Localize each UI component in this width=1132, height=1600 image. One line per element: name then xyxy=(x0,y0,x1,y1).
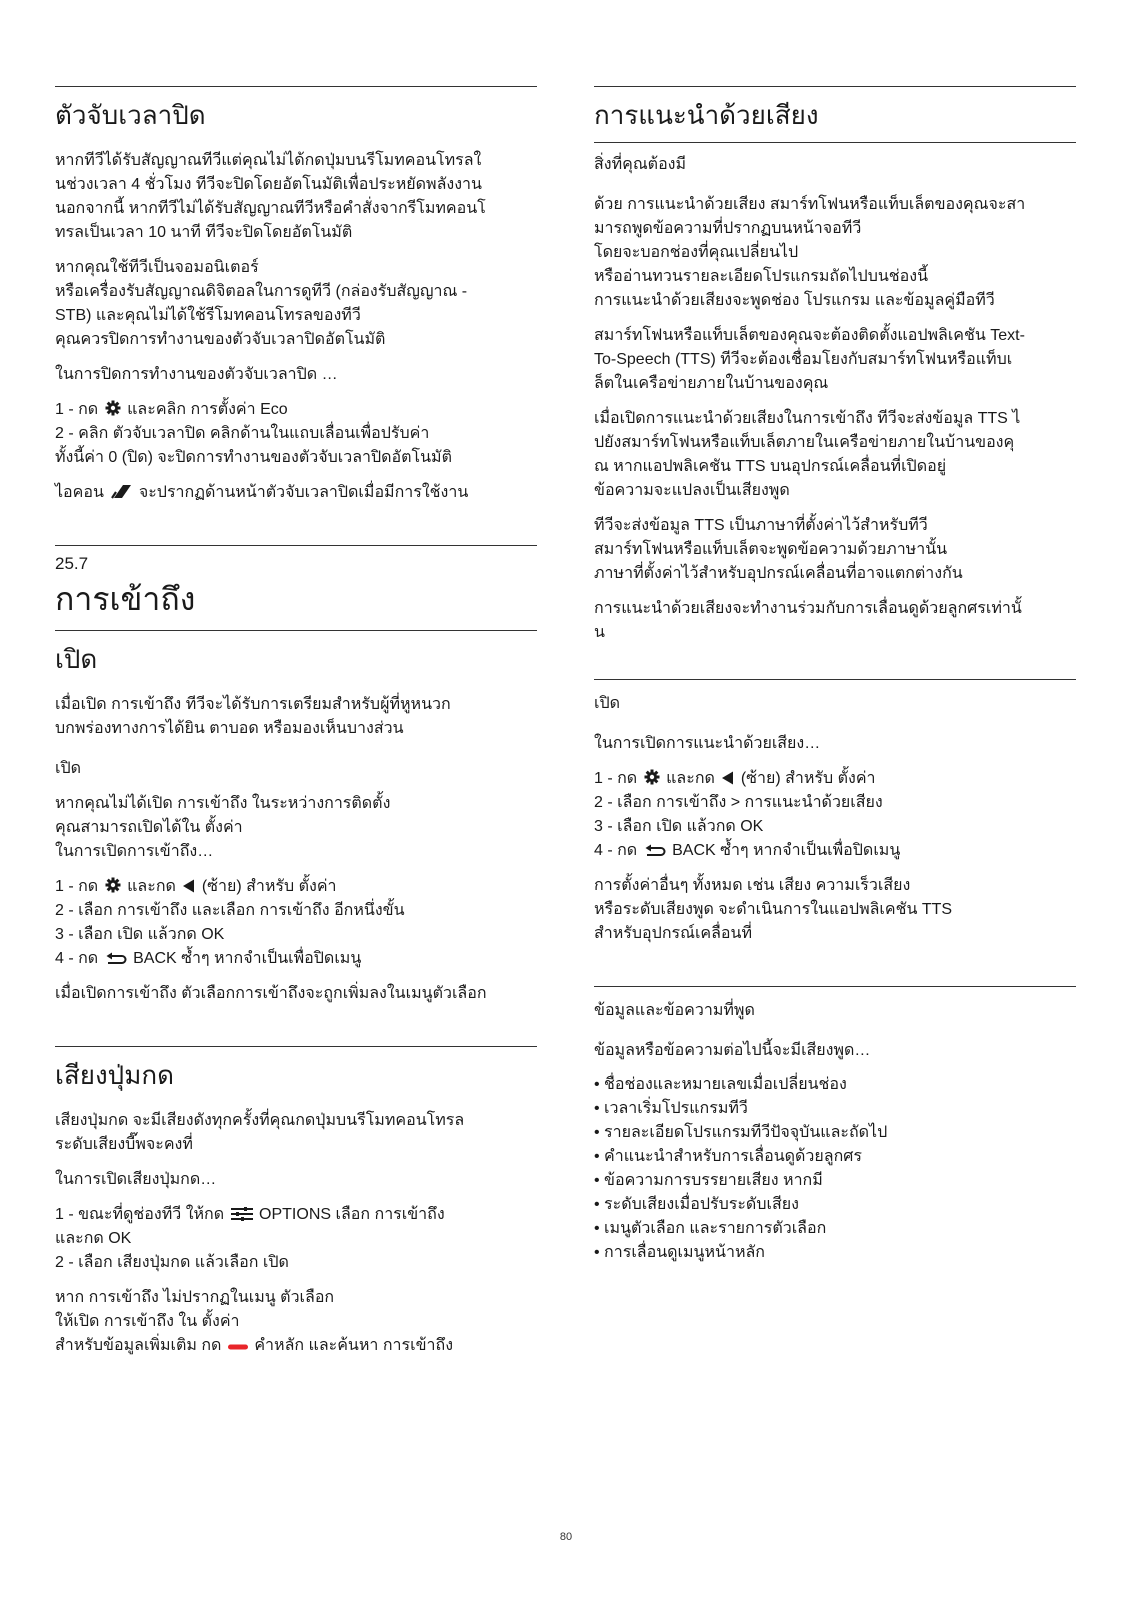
text-line: คุณควรปิดการทำงานของตัวจับเวลาปิดอัตโนมัติ xyxy=(55,331,386,348)
step-text: OPTIONS เลือก การเข้าถึง xyxy=(259,1206,445,1223)
text-line: การตั้งค่าอื่นๆ ทั้งหมด เช่น เสียง ความเร็วเสียง xyxy=(594,877,911,894)
sleep-timer-steps xyxy=(55,398,537,470)
text-line: หรืออ่านทวนรายละเอียดโปรแกรมถัดไปบนช่องนี้ xyxy=(594,268,929,285)
text-line: ล็ตในเครือข่ายภายในบ้านของคุณ xyxy=(594,375,829,392)
gear-icon xyxy=(644,769,660,785)
text-line: ให้เปิด การเข้าถึง ใน ตั้งค่า xyxy=(55,1313,240,1330)
step-2: 2 - เลือก การเข้าถึง > การแนะนำด้วยเสียง xyxy=(594,794,883,811)
text-line: ณ หากแอปพลิเคชัน TTS บนอุปกรณ์เคลื่อนที่เปิดอยู่ xyxy=(594,458,947,475)
step-1 xyxy=(55,398,537,422)
step-1-cont: และกด OK xyxy=(55,1230,132,1247)
step-1 xyxy=(55,875,537,899)
step-2: 2 - คลิก ตัวจับเวลาปิด คลิกด้านในแถบเลื่อนเพื่อปรับค่า xyxy=(55,425,430,442)
step-text: 4 - กด xyxy=(594,842,638,859)
text-line: นอกจากนี้ หากทีวีไม่ได้รับสัญญาณทีวีหรือคำสั่งจากรีโมทคอนโ xyxy=(55,200,486,217)
text-line: หรือเครื่องรับสัญญาณดิจิตอลในการดูทีวี (กล่องรับสัญญาณ - xyxy=(55,283,468,300)
text-line: ด้วย การแนะนำด้วยเสียง สมาร์ทโฟนหรือแท็บเล็ตของคุณจะสา xyxy=(594,196,1026,213)
list-item: • การเลื่อนดูเมนูหน้าหลัก xyxy=(594,1244,765,1261)
section-divider xyxy=(55,630,537,631)
accessibility-para-3: เมื่อเปิดการเข้าถึง ตัวเลือกการเข้าถึงจะถูกเพิ่มลงในเมนูตัวเลือก xyxy=(55,985,487,1002)
key-beep-para-3 xyxy=(55,1286,537,1358)
text-line: หากคุณใช้ทีวีเป็นจอมอนิเตอร์ xyxy=(55,259,259,276)
gear-icon xyxy=(105,400,121,416)
step-3: 3 - เลือก เปิด แล้วกด OK xyxy=(594,818,764,835)
sleep-timer-para-3: ในการปิดการทำงานของตัวจับเวลาปิด … xyxy=(55,366,338,383)
text-line: บกพร่องทางการได้ยิน ตาบอด หรือมองเห็นบางส่วน xyxy=(55,720,404,737)
text-line: หาก การเข้าถึง ไม่ปรากฏในเมนู ตัวเลือก xyxy=(55,1289,335,1306)
step-1 xyxy=(55,1203,537,1227)
step-text: 1 - กด xyxy=(594,770,638,787)
step-4 xyxy=(55,947,537,971)
sleep-timer-icon-note xyxy=(55,481,537,505)
list-item: • รายละเอียดโปรแกรมทีวีปัจจุบันและถัดไป xyxy=(594,1124,888,1141)
section-divider xyxy=(594,986,1076,987)
text-line: เสียงปุ่มกด จะมีเสียงดังทุกครั้งที่คุณกดปุ่มบนรีโมทคอนโทรล xyxy=(55,1112,465,1129)
text-line: สมาร์ทโฟนหรือแท็บเล็ตของคุณจะต้องติดตั้งแอปพลิเคชัน Text- xyxy=(594,327,1025,344)
list-item: • คำแนะนำสำหรับการเลื่อนดูด้วยลูกศร xyxy=(594,1148,863,1165)
step-text: 4 - กด xyxy=(55,950,99,967)
voice-guide-heading: การแนะนำด้วยเสียง xyxy=(594,100,819,130)
list-item: • ระดับเสียงเมื่อปรับระดับเสียง xyxy=(594,1196,799,1213)
switch-on-subheading: เปิด xyxy=(55,760,82,777)
text-line: หรือระดับเสียงพูด จะดำเนินการในแอปพลิเคชัน TTS xyxy=(594,901,953,918)
text-line: To-Speech (TTS) ทีวีจะต้องเชื่อมโยงกับสมาร์ทโฟนหรือแท็บเ xyxy=(594,351,1013,368)
text-line: น xyxy=(594,624,605,641)
voice-guide-para-1 xyxy=(594,193,1076,313)
note-text: คำหลัก และค้นหา การเข้าถึง xyxy=(254,1337,453,1354)
spoken-info-subheading: ข้อมูลและข้อความที่พูด xyxy=(594,1002,755,1019)
list-item: • ข้อความการบรรยายเสียง หากมี xyxy=(594,1172,823,1189)
text-line: ปยังสมาร์ทโฟนหรือแท็บเล็ตภายในเครือข่ายภายในบ้านของคุ xyxy=(594,434,1015,451)
text-line: หากทีวีได้รับสัญญาณทีวีแต่คุณไม่ได้กดปุ่มบนรีโมทคอนโทรลใ xyxy=(55,152,482,169)
text-line: ทรลเป็นเวลา 10 นาที ทีวีจะปิดโดยอัตโนมัติ xyxy=(55,224,353,241)
left-arrow-icon xyxy=(182,879,195,893)
step-3: 3 - เลือก เปิด แล้วกด OK xyxy=(55,926,225,943)
accessibility-heading: การเข้าถึง xyxy=(55,581,196,617)
text-line: STB) และคุณไม่ได้ใช้รีโมทคอนโทรลของทีวี xyxy=(55,307,361,324)
step-text: และคลิก การตั้งค่า Eco xyxy=(127,401,288,418)
spoken-info-list xyxy=(594,1073,1076,1265)
step-text: 1 - กด xyxy=(55,878,99,895)
left-column xyxy=(55,86,537,1358)
step-text: (ซ้าย) สำหรับ ตั้งค่า xyxy=(740,770,876,787)
section-divider xyxy=(594,86,1076,87)
step-text: 1 - กด xyxy=(55,401,99,418)
step-4 xyxy=(594,839,1076,863)
spoken-info-para: ข้อมูลหรือข้อความต่อไปนี้จะมีเสียงพูด… xyxy=(594,1042,871,1059)
step-1 xyxy=(594,767,1076,791)
key-beep-steps xyxy=(55,1203,537,1275)
text-line: ภาษาที่ตั้งค่าไว้สำหรับอุปกรณ์เคลื่อนที่อาจแตกต่างกัน xyxy=(594,565,963,582)
switch-on-subheading: เปิด xyxy=(594,695,621,712)
text-line: ในการเปิดการเข้าถึง… xyxy=(55,843,214,860)
sleep-timer-para-2 xyxy=(55,256,537,352)
section-divider xyxy=(594,142,1076,143)
text-line: คุณสามารถเปิดได้ใน ตั้งค่า xyxy=(55,819,243,836)
key-beep-para-2: ในการเปิดเสียงปุ่มกด… xyxy=(55,1171,217,1188)
step-text: BACK ซ้ำๆ หากจำเป็นเพื่อปิดเมนู xyxy=(133,950,362,967)
section-number: 25.7 xyxy=(55,554,89,573)
text-line xyxy=(55,1334,537,1358)
accessibility-para-1 xyxy=(55,693,537,741)
note-text: ไอคอน xyxy=(55,484,104,501)
options-icon xyxy=(231,1207,253,1221)
note-text: สำหรับข้อมูลเพิ่มเติม กด xyxy=(55,1337,222,1354)
text-line: เมื่อเปิดการแนะนำด้วยเสียงในการเข้าถึง ทีวีจะส่งข้อมูล TTS ไ xyxy=(594,410,1021,427)
text-line: ข้อความจะแปลงเป็นเสียงพูด xyxy=(594,482,790,499)
text-line: นช่วงเวลา 4 ชั่วโมง ทีวีจะปิดโดยอัตโนมัติเพื่อประหยัดพลังงาน xyxy=(55,176,482,193)
step-text: และกด xyxy=(127,878,176,895)
voice-guide-para-4 xyxy=(594,514,1076,586)
text-line: ทีวีจะส่งข้อมูล TTS เป็นภาษาที่ตั้งค่าไว้สำหรับทีวี xyxy=(594,517,928,534)
section-divider xyxy=(55,1046,537,1047)
voice-on-steps xyxy=(594,767,1076,863)
voice-on-para-1: ในการเปิดการแนะนำด้วยเสียง… xyxy=(594,735,821,752)
key-beep-heading: เสียงปุ่มกด xyxy=(55,1060,174,1090)
step-2: 2 - เลือก เสียงปุ่มกด แล้วเลือก เปิด xyxy=(55,1254,289,1271)
text-line: มารถพูดข้อความที่ปรากฏบนหน้าจอทีวี xyxy=(594,220,862,237)
text-line: การแนะนำด้วยเสียงจะพูดช่อง โปรแกรม และข้อมูลคู่มือทีวี xyxy=(594,292,995,309)
text-line: เมื่อเปิด การเข้าถึง ทีวีจะได้รับการเตรียมสำหรับผู้ที่หูหนวก xyxy=(55,696,451,713)
sleep-timer-icon xyxy=(110,483,132,499)
step-text: BACK ซ้ำๆ หากจำเป็นเพื่อปิดเมนู xyxy=(672,842,901,859)
step-text: และกด xyxy=(666,770,715,787)
sleep-timer-para-1 xyxy=(55,149,537,245)
gear-icon xyxy=(105,877,121,893)
right-column xyxy=(594,86,1076,1265)
step-2-cont: ทั้งนี้ค่า 0 (ปิด) จะปิดการทำงานของตัวจับเวลาปิดอัตโนมัติ xyxy=(55,449,452,466)
left-arrow-icon xyxy=(721,771,734,785)
switch-on-heading: เปิด xyxy=(55,644,98,674)
text-line: สำหรับอุปกรณ์เคลื่อนที่ xyxy=(594,925,753,942)
list-item: • ชื่อช่องและหมายเลขเมื่อเปลี่ยนช่อง xyxy=(594,1076,847,1093)
red-key-icon xyxy=(228,1342,248,1352)
back-icon xyxy=(105,951,127,965)
requirements-subheading: สิ่งที่คุณต้องมี xyxy=(594,156,687,173)
step-text: 1 - ขณะที่ดูช่องทีวี ให้กด xyxy=(55,1206,225,1223)
sleep-timer-heading: ตัวจับเวลาปิด xyxy=(55,100,206,130)
text-line: สมาร์ทโฟนหรือแท็บเล็ตจะพูดข้อความด้วยภาษานั้น xyxy=(594,541,948,558)
voice-guide-para-2 xyxy=(594,324,1076,396)
text-line: การแนะนำด้วยเสียงจะทำงานร่วมกับการเลื่อนดูด้วยลูกศรเท่านั้ xyxy=(594,600,1022,617)
section-divider xyxy=(594,679,1076,680)
accessibility-steps xyxy=(55,875,537,971)
text-line: โดยจะบอกช่องที่คุณเปลี่ยนไป xyxy=(594,244,799,261)
key-beep-para-1 xyxy=(55,1109,537,1157)
voice-on-para-2 xyxy=(594,874,1076,946)
voice-guide-para-3 xyxy=(594,407,1076,503)
section-divider xyxy=(55,545,537,546)
accessibility-para-2 xyxy=(55,792,537,864)
note-text: จะปรากฏด้านหน้าตัวจับเวลาปิดเมื่อมีการใช้งาน xyxy=(138,484,469,501)
text-line: หากคุณไม่ได้เปิด การเข้าถึง ในระหว่างการติดตั้ง xyxy=(55,795,391,812)
step-text: (ซ้าย) สำหรับ ตั้งค่า xyxy=(201,878,337,895)
list-item: • เวลาเริ่มโปรแกรมทีวี xyxy=(594,1100,748,1117)
list-item: • เมนูตัวเลือก และรายการตัวเลือก xyxy=(594,1220,827,1237)
text-line: ระดับเสียงบี๊พจะคงที่ xyxy=(55,1136,193,1153)
back-icon xyxy=(644,843,666,857)
voice-guide-para-5 xyxy=(594,597,1076,645)
section-divider xyxy=(55,86,537,87)
step-2: 2 - เลือก การเข้าถึง และเลือก การเข้าถึง อีกหนึ่งขั้น xyxy=(55,902,405,919)
page-number: 80 xyxy=(559,1531,573,1543)
